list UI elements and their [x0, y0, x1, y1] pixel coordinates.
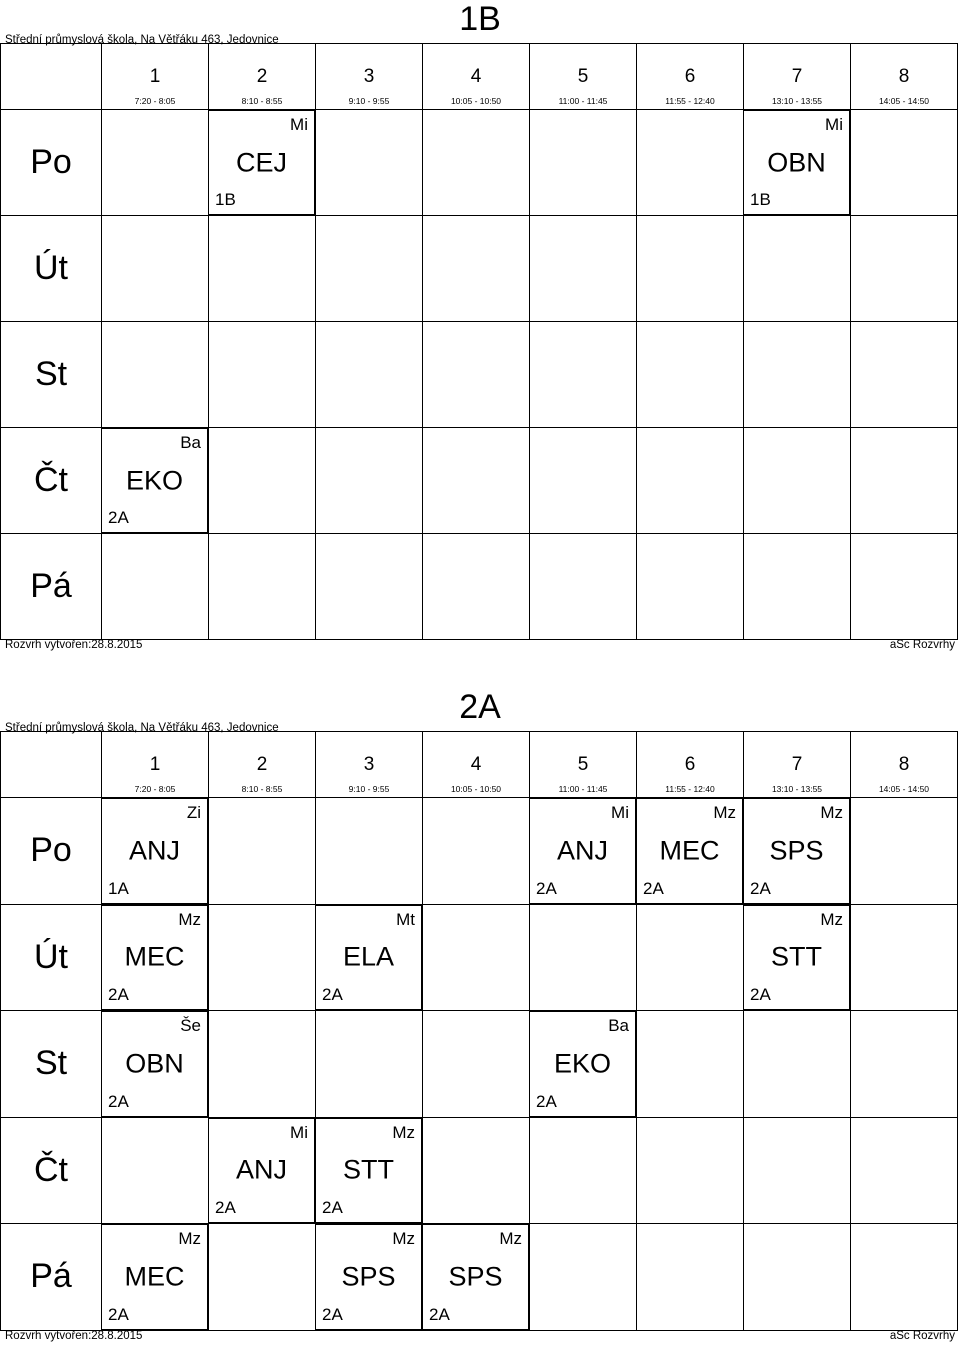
lesson-cell	[101, 798, 208, 904]
day-label: Čt	[34, 461, 68, 499]
empty-cell	[529, 110, 636, 215]
empty-cell	[208, 534, 315, 639]
empty-cell	[315, 534, 422, 639]
period-header-1	[101, 44, 208, 109]
period-number: 3	[363, 754, 375, 775]
empty-cell	[529, 428, 636, 533]
empty-cell	[743, 1011, 850, 1117]
timetable-1	[0, 688, 960, 1346]
day-row	[1, 321, 957, 427]
period-header-6	[636, 732, 743, 797]
empty-cell	[636, 1118, 743, 1224]
teacher-code: Mz	[178, 909, 201, 929]
empty-cell	[743, 216, 850, 321]
room-code: 2A	[108, 1304, 129, 1324]
period-number: 8	[898, 754, 910, 775]
room-code: 2A	[536, 878, 557, 898]
empty-cell	[529, 322, 636, 427]
timetable-0	[0, 0, 960, 655]
period-time: 9:10 - 9:55	[348, 784, 390, 794]
subject-code: ANJ	[235, 1154, 287, 1185]
empty-cell	[636, 534, 743, 639]
empty-cell	[315, 110, 422, 215]
room-code: 1A	[108, 878, 129, 898]
day-row	[1, 1223, 957, 1330]
period-header-5	[529, 44, 636, 109]
empty-cell	[529, 1118, 636, 1224]
subject-code: ANJ	[128, 835, 180, 866]
empty-cell	[529, 905, 636, 1011]
empty-cell	[422, 110, 529, 215]
teacher-code: Mz	[178, 1229, 201, 1248]
subject-code: MEC	[124, 941, 185, 972]
empty-cell	[743, 322, 850, 427]
teacher-code: Mz	[499, 1229, 522, 1248]
empty-cell	[743, 1224, 850, 1330]
empty-cell	[315, 322, 422, 427]
period-header-5	[529, 732, 636, 797]
period-header-3	[315, 44, 422, 109]
empty-cell	[315, 798, 422, 904]
subject-code: STT	[343, 1154, 394, 1185]
period-header-4	[422, 732, 529, 797]
period-time: 8:10 - 8:55	[241, 784, 283, 794]
period-header-3	[315, 732, 422, 797]
period-time: 10:05 - 10:50	[450, 96, 502, 106]
empty-cell	[422, 1118, 529, 1224]
subject-code: ELA	[342, 941, 395, 972]
empty-cell	[743, 1118, 850, 1224]
empty-cell	[850, 798, 957, 904]
empty-cell	[101, 534, 208, 639]
day-label: Po	[30, 831, 72, 870]
period-number: 2	[256, 754, 268, 775]
period-number: 4	[470, 754, 482, 775]
empty-cell	[850, 216, 957, 321]
day-label: Po	[30, 143, 72, 181]
empty-cell	[636, 1011, 743, 1117]
teacher-code: Ba	[180, 433, 201, 452]
schedule-grid	[0, 43, 958, 640]
lesson-cell	[743, 110, 850, 215]
period-number: 7	[791, 754, 803, 775]
period-number: 5	[577, 66, 589, 87]
empty-cell	[529, 1224, 636, 1330]
day-label: Út	[34, 249, 68, 287]
empty-cell	[850, 1118, 957, 1224]
software-credit: aSc Rozvrhy	[889, 1330, 955, 1342]
teacher-code: Mz	[392, 1229, 415, 1248]
day-row	[1, 904, 957, 1011]
period-number: 1	[149, 66, 161, 87]
empty-cell	[422, 798, 529, 904]
empty-cell	[850, 110, 957, 215]
room-code: 2A	[215, 1198, 236, 1217]
day-label: Út	[34, 937, 68, 976]
empty-cell	[208, 1224, 315, 1330]
empty-cell	[636, 428, 743, 533]
period-header	[1, 44, 957, 109]
teacher-code: Zi	[186, 803, 201, 822]
period-number: 2	[256, 66, 268, 87]
period-time: 10:05 - 10:50	[450, 784, 502, 794]
room-code: 2A	[322, 1304, 343, 1324]
teacher-code: Mz	[820, 909, 843, 929]
class-title: 2A	[459, 688, 501, 726]
period-time: 7:20 - 8:05	[134, 784, 176, 794]
period-header-6	[636, 44, 743, 109]
empty-cell	[529, 216, 636, 321]
period-time: 9:10 - 9:55	[348, 96, 390, 106]
period-header	[1, 732, 957, 797]
teacher-code: Mi	[290, 1122, 308, 1142]
empty-cell	[422, 322, 529, 427]
room-code: 1B	[215, 190, 236, 209]
period-time: 13:10 - 13:55	[771, 784, 823, 794]
lesson-cell	[101, 428, 208, 533]
empty-cell	[208, 428, 315, 533]
day-row	[1, 1117, 957, 1224]
period-time: 13:10 - 13:55	[771, 96, 823, 106]
day-row	[1, 215, 957, 321]
teacher-code: Mi	[611, 803, 629, 822]
teacher-code: Mt	[396, 909, 415, 929]
class-title: 1B	[459, 0, 501, 38]
lesson-cell	[101, 905, 208, 1011]
empty-cell	[422, 216, 529, 321]
empty-cell	[422, 428, 529, 533]
subject-code: STT	[771, 941, 822, 972]
day-label: Pá	[30, 1257, 72, 1296]
empty-cell	[422, 1011, 529, 1117]
empty-cell	[422, 534, 529, 639]
room-code: 2A	[322, 1198, 343, 1217]
day-row	[1, 427, 957, 533]
lesson-cell	[422, 1224, 529, 1330]
empty-cell	[636, 110, 743, 215]
day-row	[1, 797, 957, 904]
period-time: 7:20 - 8:05	[134, 96, 176, 106]
empty-cell	[208, 798, 315, 904]
teacher-code: Mz	[392, 1122, 415, 1142]
period-time: 11:55 - 12:40	[665, 784, 715, 794]
lesson-cell	[315, 1224, 422, 1330]
room-code: 2A	[108, 985, 129, 1004]
empty-cell	[208, 216, 315, 321]
period-header-1	[101, 732, 208, 797]
period-time: 8:10 - 8:55	[241, 96, 283, 106]
lesson-cell	[529, 1011, 636, 1117]
empty-cell	[208, 322, 315, 427]
lesson-cell	[208, 110, 315, 215]
period-time: 14:05 - 14:50	[878, 96, 930, 106]
room-code: 2A	[108, 508, 129, 527]
room-code: 2A	[643, 878, 664, 898]
empty-cell	[315, 1011, 422, 1117]
period-number: 8	[898, 66, 910, 87]
lesson-cell	[743, 798, 850, 904]
teacher-code: Mi	[825, 115, 843, 134]
lesson-cell	[315, 905, 422, 1011]
empty-cell	[529, 534, 636, 639]
period-number: 7	[791, 66, 803, 87]
created-date: Rozvrh vytvořen:28.8.2015	[5, 639, 143, 651]
room-code: 1B	[750, 190, 771, 209]
subject-code: EKO	[553, 1048, 612, 1079]
day-label: St	[34, 1044, 68, 1083]
period-header-2	[208, 732, 315, 797]
empty-cell	[101, 1118, 208, 1224]
lesson-cell	[101, 1224, 208, 1330]
software-credit: aSc Rozvrhy	[889, 639, 955, 651]
empty-cell	[850, 905, 957, 1011]
empty-cell	[850, 534, 957, 639]
day-row	[1, 109, 957, 215]
room-code: 2A	[108, 1091, 129, 1111]
period-number: 1	[149, 754, 161, 775]
empty-cell	[315, 216, 422, 321]
empty-cell	[422, 905, 529, 1011]
empty-cell	[743, 534, 850, 639]
empty-cell	[636, 322, 743, 427]
teacher-code: Mz	[713, 803, 736, 822]
day-row	[1, 533, 957, 639]
empty-cell	[636, 905, 743, 1011]
room-code: 2A	[750, 985, 771, 1004]
room-code: 2A	[322, 985, 343, 1004]
day-row	[1, 1010, 957, 1117]
day-label: Čt	[34, 1150, 68, 1189]
empty-cell	[850, 1011, 957, 1117]
subject-code: SPS	[341, 1261, 396, 1292]
subject-code: SPS	[769, 835, 824, 866]
teacher-code: Mi	[290, 115, 308, 134]
subject-code: ANJ	[556, 835, 608, 866]
day-label: St	[34, 355, 68, 393]
empty-cell	[208, 905, 315, 1011]
period-number: 6	[684, 754, 696, 775]
subject-code: MEC	[659, 835, 720, 866]
subject-code: OBN	[125, 1048, 184, 1079]
period-header-2	[208, 44, 315, 109]
empty-cell	[850, 322, 957, 427]
period-header-7	[743, 44, 850, 109]
room-code: 2A	[750, 878, 771, 898]
subject-code: MEC	[124, 1261, 185, 1292]
period-header-8	[850, 732, 957, 797]
period-time: 14:05 - 14:50	[878, 784, 930, 794]
lesson-cell	[743, 905, 850, 1011]
room-code: 2A	[429, 1304, 450, 1324]
period-time: 11:55 - 12:40	[665, 96, 715, 106]
lesson-cell	[529, 798, 636, 904]
period-header-8	[850, 44, 957, 109]
created-date: Rozvrh vytvořen:28.8.2015	[5, 1330, 143, 1342]
lesson-cell	[101, 1011, 208, 1117]
empty-cell	[743, 428, 850, 533]
empty-cell	[101, 110, 208, 215]
period-time: 11:00 - 11:45	[558, 784, 608, 794]
school-name: Střední průmyslová škola, Na Větřáku 463, Jedovnice	[5, 722, 279, 734]
subject-code: OBN	[767, 147, 826, 177]
lesson-cell	[636, 798, 743, 904]
period-number: 5	[577, 754, 589, 775]
day-label: Pá	[30, 567, 72, 605]
empty-cell	[636, 1224, 743, 1330]
period-number: 3	[363, 66, 375, 87]
period-header-7	[743, 732, 850, 797]
teacher-code: Mz	[820, 803, 843, 822]
school-name: Střední průmyslová škola, Na Větřáku 463, Jedovnice	[5, 34, 279, 46]
period-header-4	[422, 44, 529, 109]
teacher-code: Še	[180, 1016, 201, 1035]
empty-cell	[101, 322, 208, 427]
empty-cell	[315, 428, 422, 533]
empty-cell	[208, 1011, 315, 1117]
lesson-cell	[208, 1118, 315, 1224]
subject-code: SPS	[448, 1261, 503, 1292]
period-number: 6	[684, 66, 696, 87]
period-time: 11:00 - 11:45	[558, 96, 608, 106]
empty-cell	[850, 1224, 957, 1330]
empty-cell	[101, 216, 208, 321]
room-code: 2A	[536, 1091, 557, 1111]
empty-cell	[850, 428, 957, 533]
teacher-code: Ba	[608, 1016, 629, 1035]
lesson-cell	[315, 1118, 422, 1224]
schedule-grid	[0, 731, 958, 1331]
period-number: 4	[470, 66, 482, 87]
subject-code: EKO	[125, 465, 184, 495]
empty-cell	[636, 216, 743, 321]
subject-code: CEJ	[235, 147, 287, 177]
